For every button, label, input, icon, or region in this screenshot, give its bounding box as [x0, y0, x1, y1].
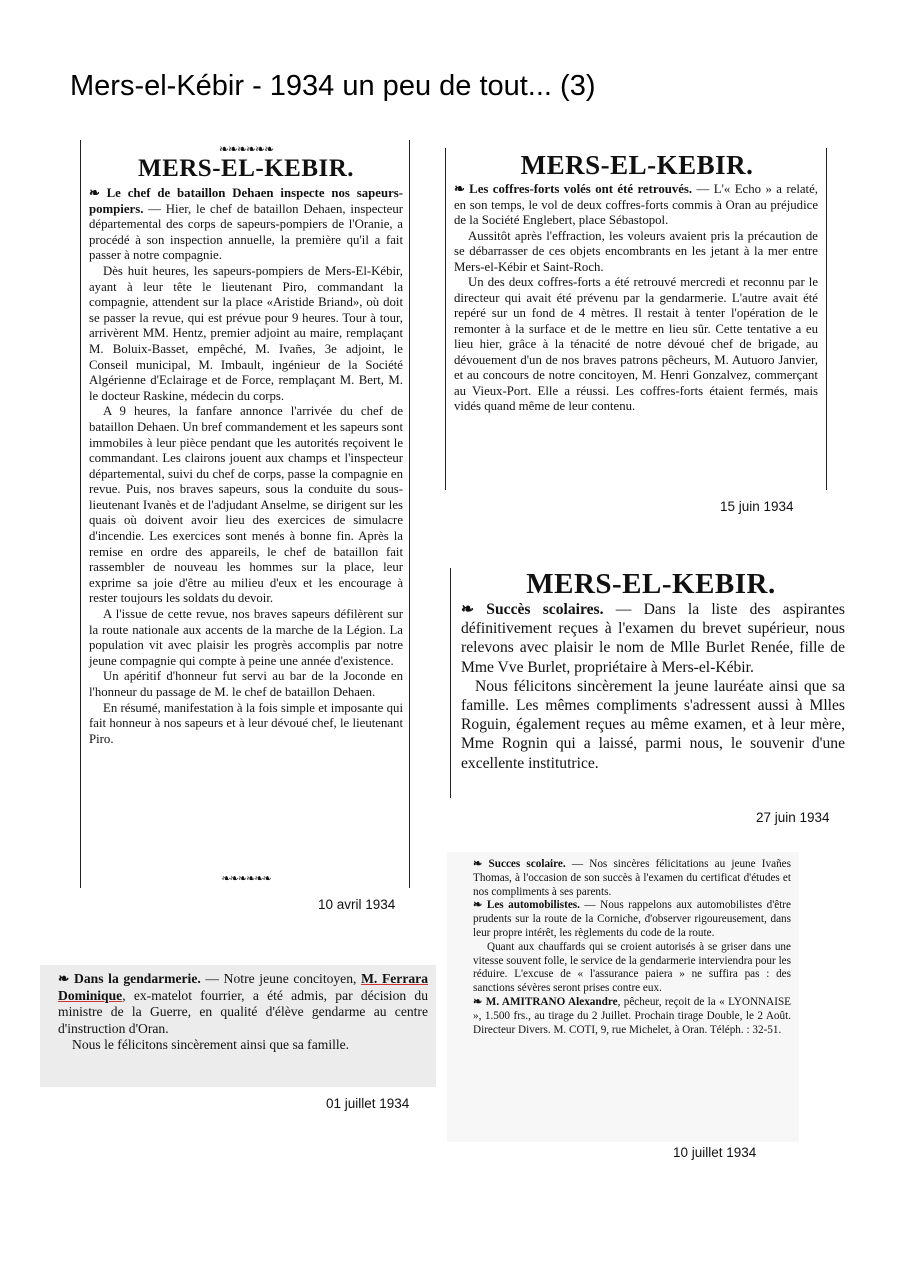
- clipping-date: 01 juillet 1934: [326, 1096, 410, 1111]
- clipping-heading: MERS-EL-KEBIR.: [520, 150, 754, 180]
- clipping-body: [58, 971, 428, 1054]
- article-text: — Nous rappelons aux automobilistes d'être prudents sur la route de la Corniche, d'observer rigoureusement, dans leur propre intérêt, les règlements du code de la route.: [473, 899, 791, 939]
- clipping-body: [473, 858, 791, 1037]
- article-paragraph: Un des deux coffres-forts a été retrouvé mercredi et reconnu par le directeur qui avait été prévenu par la gendarmerie. L'autre avait été repéré sur un fond de 4 mètres. Il restait à tenter l'opération de le remonter à la surface et de le mettre en lieu sûr. Cette tentative a eu lieu hier, grâce à la ténacité de notre dévoué chef de brigade, au dévouement d'un de nos braves patrons pêcheurs, M. Autuoro Janvier, et au concours de notre concitoyen, M. Henri Gonzalvez, commerçant au Vieux-Port. Elle a réussi. Les coffres-forts étaient fermés, mais vidés quand même de leur contenu.: [454, 275, 818, 413]
- article-text: — L'« Echo » a relaté, en son temps, le vol de deux coffres-forts commis à Oran au préjudice de la Société Englebert, place Sébastopol.: [454, 182, 818, 227]
- article-paragraph: Un apéritif d'honneur fut servi au bar de la Joconde en l'honneur du passage de M. le chef de bataillon Dehaen.: [89, 669, 403, 699]
- article-text: — Notre jeune concitoyen,: [200, 971, 362, 986]
- article-paragraph: A l'issue de cette revue, nos braves sapeurs défilèrent sur la route nationale aux accents de la marche de la Légion. La population vit avec plaisir les progrès accomplis par notre jeune compagnie qui compte à peine une année d'existence.: [89, 607, 403, 668]
- clipping-sapeurs-pompiers: [80, 140, 410, 888]
- article-lead: ❧ Les coffres-forts volés ont été retrouvés.: [454, 182, 693, 196]
- article-lead: ❧ Dans la gendarmerie.: [58, 971, 201, 986]
- clipping-date: 15 juin 1934: [720, 499, 794, 514]
- article-lead: ❧ Succès scolaires.: [461, 601, 604, 618]
- article-text: — Nos sincères félicitations au jeune Ivañes Thomas, à l'occasion de son succès à l'examen du certificat d'études et nos compliments à ses parents.: [473, 858, 791, 898]
- clipping-automobilistes: [447, 852, 799, 1142]
- article-paragraph: A 9 heures, la fanfare annonce l'arrivée du chef de bataillon Dehaen. Un bref commandement et les sapeurs sont immobiles à leur pièce pendant que les autorités reçoivent le commandant. Les clairons jouent aux champs et l'inspecteur départemental, suivi du chef de corps, passe la compagnie en revue. Puis, nos braves sapeurs, sous la conduite du sous-lieutenant Ivanès et de l'adjudant Anselme, se dirigent sur les quais où doivent avoir lieu des exercices de simulacre d'incendie. Les exercices sont menés à bonne fin. Après la remise en ordre des appareils, le chef de bataillon fait rassembler de nouveau les hommes sur la place, leur exprime sa joie d'être au milieu d'eux et les encourage à rester toujours les soldats du devoir.: [89, 404, 403, 606]
- clipping-date: 10 avril 1934: [318, 897, 396, 912]
- article-lead: ❧ Succes scolaire.: [473, 858, 566, 870]
- article-paragraph: Nous le félicitons sincèrement ainsi que sa famille.: [72, 1037, 350, 1053]
- clipping-date: 27 juin 1934: [756, 810, 830, 825]
- article-paragraph: Aussitôt après l'effraction, les voleurs avaient pris la précaution de se débarrasser de ces objets encombrants en les jetant à la mer entre Mers-el-Kébir et Saint-Roch.: [454, 228, 818, 274]
- clipping-heading: MERS-EL-KEBIR.: [526, 568, 776, 600]
- clipping-heading: MERS-EL-KEBIR.: [137, 155, 355, 182]
- article-lead: ❧ Le chef de bataillon Dehaen inspecte nos sapeurs-pompiers.: [89, 186, 403, 216]
- clipping-date: 10 juillet 1934: [673, 1145, 757, 1160]
- clipping-coffres-forts: [445, 148, 827, 490]
- article-paragraph: En résumé, manifestation à la fois simple et imposante qui fait honneur à nos sapeurs et à leur dévoué chef, le lieutenant Piro.: [89, 700, 403, 746]
- clipping-gendarmerie: [40, 965, 436, 1087]
- ornament-bottom: ❧❧❧❧❧❧: [221, 872, 271, 885]
- clipping-body: [89, 186, 403, 747]
- person-name: M. Ferrara Dominique: [58, 971, 428, 1003]
- clipping-body: [454, 182, 818, 415]
- article-paragraph: Nous félicitons sincèrement la jeune lauréate ainsi que sa famille. Les mêmes compliments s'adressent aussi à Mlles Roguin, également reçues au même examen, et à leur mère, Mme Rognin qui a laissé, parmi nous, le souvenir d'une excellente institutrice.: [461, 677, 845, 772]
- article-text: , ex-matelot fourrier, a été admis, par décision du ministre de la Guerre, en qualité d'élève gendarme au centre d'instruction d'Oran.: [58, 987, 428, 1036]
- article-paragraph: Quant aux chauffards qui se croient autorisés à se griser dans une vitesse souvent folle, le service de la gendarmerie interviendra pour les réduire. L'excuse de « l'assurance paiera » ne suffira pas : des sanctions sévères seront prises contre eux.: [473, 940, 791, 995]
- ornament-top: ❧❧❧❧❧❧: [218, 142, 274, 156]
- article-text: — Dans la liste des aspirantes définitivement reçues à l'examen du brevet supérieur, nous relevons avec plaisir le nom de Mlle Burlet Renée, fille de Mme Vve Burlet, propriétaire à Mers-el-Kébir.: [461, 601, 845, 676]
- article-text: , pêcheur, reçoit de la « LYONNAISE », 1.500 frs., au tirage du 2 Juillet. Prochain tirage Double, le 2 Août. Directeur Divers. M. COTI, 9, rue Michelet, à Oran. Téléph. : 32-51.: [473, 995, 791, 1036]
- article-text: — Hier, le chef de bataillon Dehaen, inspecteur départemental des corps de sapeurs-pompiers de l'Oranie, a procédé à son inspection annuelle, la première qu'il a fait passer à notre compagnie.: [89, 201, 403, 263]
- clipping-body: [461, 600, 845, 773]
- article-paragraph: Dès huit heures, les sapeurs-pompiers de Mers-El-Kébir, ayant à leur tête le lieutenant Piro, commandant la compagnie, attendent sur la place «Aristide Briand», où doit se passer la revue, qui est prévue pour 9 heures. Tour à tour, arrivèrent MM. Hentz, premier adjoint au maire, remplaçant M. Boluix-Basset, empêché, M. Ivañes, 3e adjoint, le Conseil municipal, M. Imbault, ingénieur de la Société Algérienne d'Eclairage et de Force, remplaçant M. Bert, M. le docteur Raskine, médecin du corps.: [89, 263, 403, 403]
- page-title: Mers-el-Kébir - 1934 un peu de tout... (3): [70, 70, 596, 102]
- article-lead: ❧ M. AMITRANO Alexandre: [473, 995, 618, 1008]
- clipping-succes-scolaires: [450, 568, 850, 798]
- article-lead: ❧ Les automobilistes.: [473, 899, 580, 912]
